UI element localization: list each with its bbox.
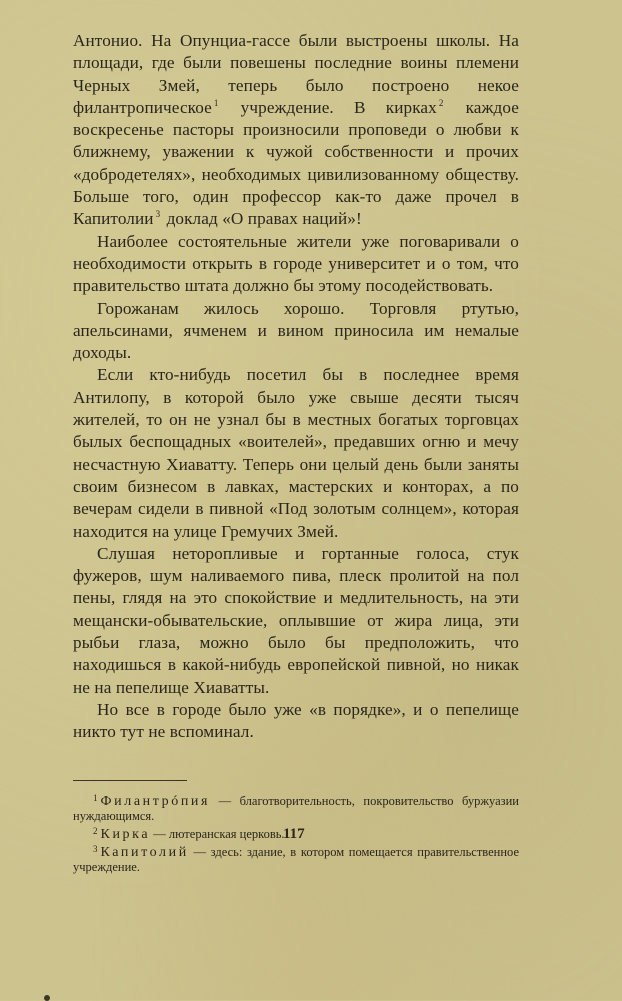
text-run: Горожанам жилось хорошо. Торговля ртутью, апельсинами, ячменем и вином приносила им немалые доходы. <box>73 298 519 363</box>
paragraph <box>73 298 519 365</box>
text-run: Слушая неторопливые и гортанные голоса, стук фужеров, шум наливаемого пива, плеск пролитой на пол пены, глядя на это спокойствие и медлительность, на эти мещански-обывательские, оплывшие от жира лица, эти рыбьи глаза, можно было бы предположить, что находишься в какой-нибудь европейской пивной, но никак не на пепелище Хиаватты. <box>73 543 519 697</box>
footnote-reference[interactable]: 2 <box>438 97 444 108</box>
paragraph <box>73 543 519 699</box>
footnote-dash: — <box>210 793 240 808</box>
footnote-number: 3 <box>93 843 98 854</box>
footnote-dash: — <box>150 826 169 841</box>
paragraph <box>73 364 519 542</box>
text-run: Антонио. На Опунциа-гассе были выстроены школы. На площади, где были повешены последние воины племени Черных Змей, теперь было построено некое филантропическое <box>73 31 519 117</box>
book-page <box>73 30 519 875</box>
paragraph <box>73 30 519 231</box>
footnote-definition: здесь: здание, в котором помещается правительственное учреждение. <box>73 844 519 874</box>
text-run: Если кто-нибудь посетил бы в последнее время Антилопу, в которой было уже свыше десяти тысяч жителей, то он не узнал бы в местных богатых торговцах былых беспощадных «воителей», предавших огню и мечу несчастную Хиаватту. Теперь они целый день были заняты своим бизнесом в лавках, мастерских и конторах, а по вечерам сидели в пивной «Под золотым солнцем», которая находится на улице Гремучих Змей. <box>73 365 519 541</box>
text-run: каждое воскресенье пасторы произносили проповеди о любви к ближнему, уважении к чужой собственности и прочих «добродетелях», необходимых цивилизованному обществу. Больше того, один профессор как-то даже прочел в Капитолии <box>73 97 519 229</box>
text-run: Наиболее состоятельные жители уже поговаривали о необходимости открыть в городе университет и о том, что правительство штата должно бы этому посодействовать. <box>73 231 519 296</box>
footnote-reference[interactable]: 3 <box>155 209 161 220</box>
text-run: учреждение. В кирках <box>220 97 437 117</box>
paper-speck <box>44 995 50 1001</box>
footnote-term: Капитолий <box>100 844 189 860</box>
footnote-definition: благотворительность, покровительство буржуазии нуждающимся. <box>73 793 519 823</box>
page-number: 117 <box>283 826 305 842</box>
footnote-separator <box>73 780 187 781</box>
footnote-dash: — <box>188 844 211 859</box>
footnote-reference[interactable]: 1 <box>213 97 219 108</box>
text-run: Но все в городе было уже «в порядке», и о пепелище никто тут не вспоминал. <box>73 699 519 742</box>
footnote-number: 1 <box>93 792 98 803</box>
footnote-number: 2 <box>93 825 98 836</box>
paragraph <box>73 699 519 744</box>
paragraph <box>73 231 519 298</box>
text-run: доклад «О правах наций»! <box>162 209 362 229</box>
footnote-definition: лютеранская церковь. <box>168 826 285 841</box>
footnote-term: Филантрóпия <box>100 793 211 809</box>
footnote-term: Кирка <box>100 826 151 842</box>
footnote <box>73 791 519 824</box>
footnote <box>73 842 519 875</box>
body-text <box>73 30 519 744</box>
